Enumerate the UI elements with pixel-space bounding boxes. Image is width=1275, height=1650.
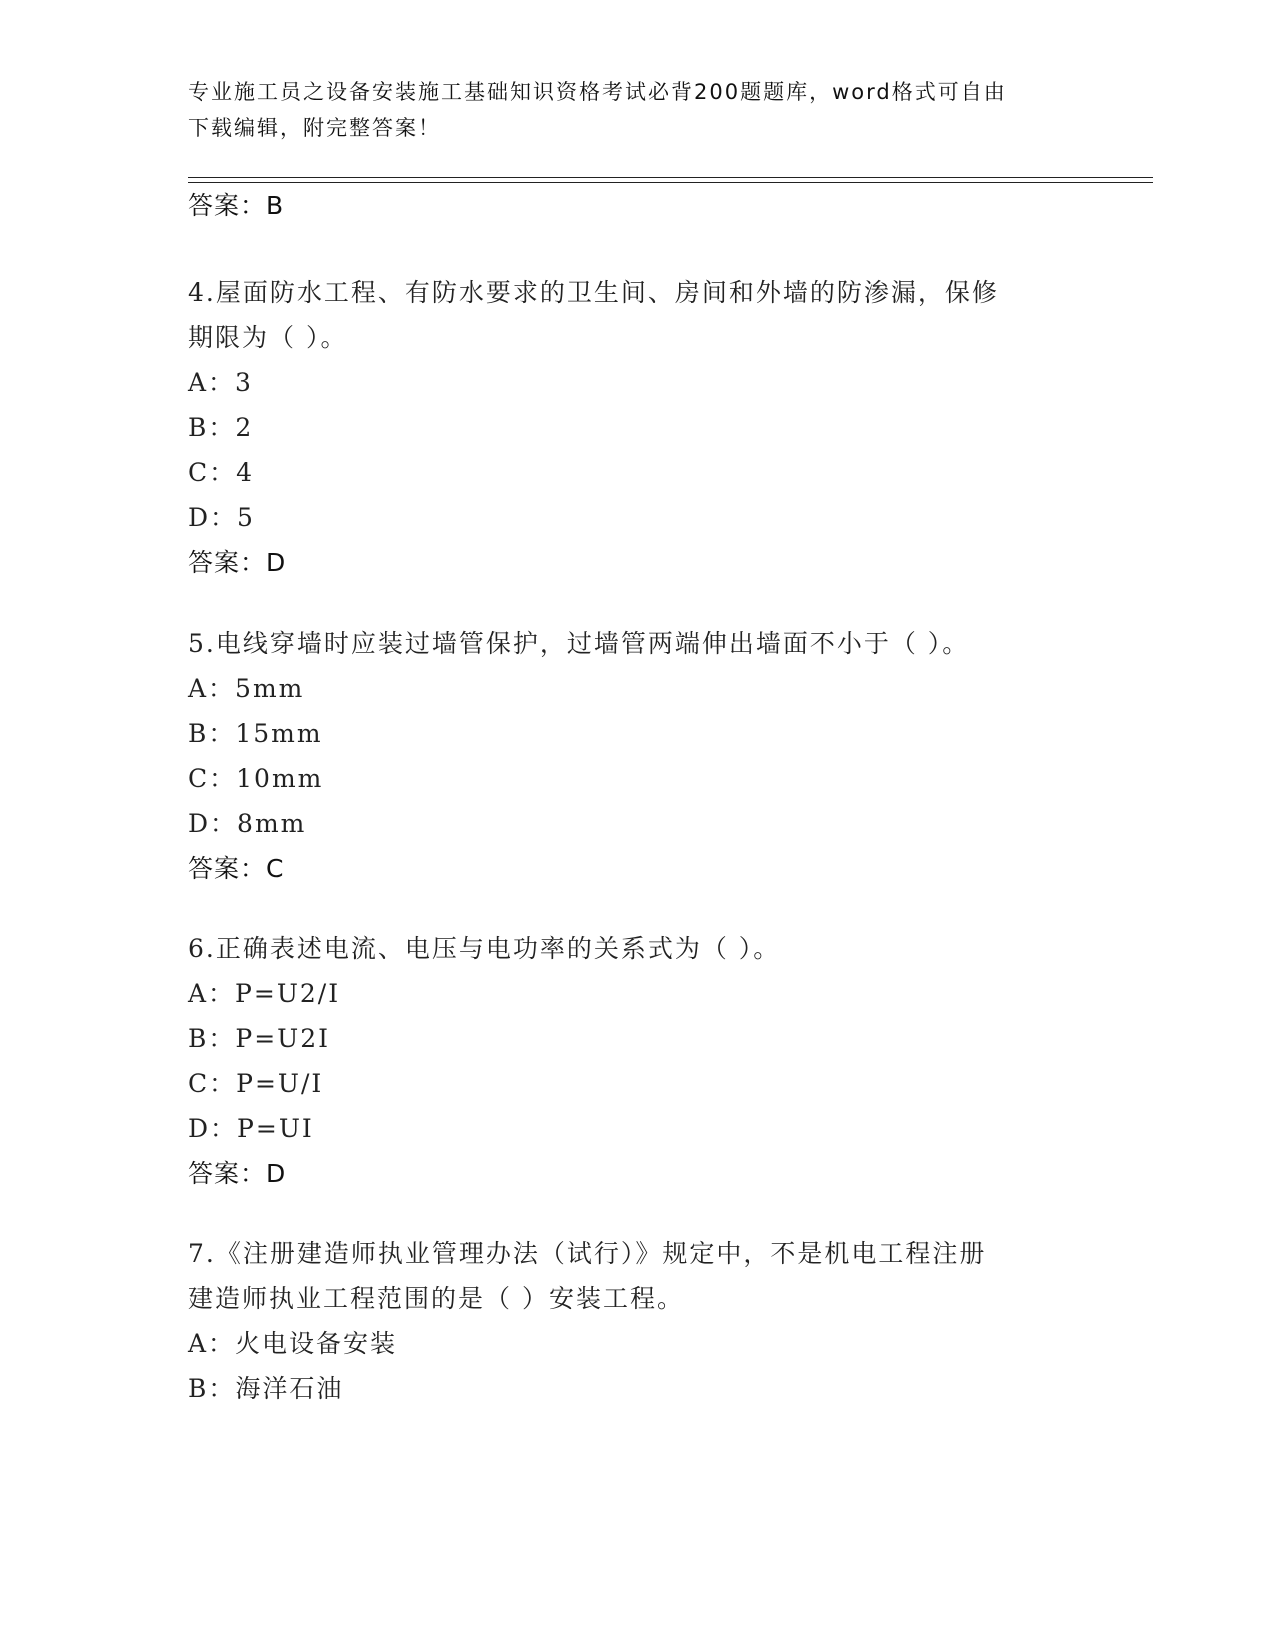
header-line-2: 下载编辑，附完整答案！ — [188, 116, 441, 140]
question-4 — [188, 270, 1088, 585]
answer-text: 答案：C — [188, 854, 285, 883]
option-c: C：4 — [188, 458, 255, 487]
option-d: D：5 — [188, 503, 255, 532]
option-c: C：P=U/I — [188, 1069, 324, 1098]
question-stem-line: 建造师执业工程范围的是（ ）安装工程。 — [188, 1284, 684, 1313]
option-b: B：2 — [188, 413, 254, 442]
option-b: B：15mm — [188, 719, 323, 748]
question-7 — [188, 1231, 1088, 1411]
option-a: A：3 — [188, 368, 253, 397]
option-b: B：海洋石油 — [188, 1374, 344, 1403]
question-5 — [188, 621, 1088, 891]
option-b: B：P=U2I — [188, 1024, 330, 1053]
question-stem-line: 7.《注册建造师执业管理办法（试行）》规定中，不是机电工程注册 — [188, 1239, 987, 1268]
question-stem-line: 期限为（ ）。 — [188, 323, 348, 352]
option-d: D：P=UI — [188, 1114, 314, 1143]
option-a: A：P=U2/I — [188, 979, 341, 1008]
document-header — [188, 74, 1088, 146]
question-stem-line: 4.屋面防水工程、有防水要求的卫生间、房间和外墙的防渗漏，保修 — [188, 278, 999, 307]
option-a: A：火电设备安装 — [188, 1329, 398, 1358]
answer-text: 答案：D — [188, 548, 287, 577]
question-6 — [188, 926, 1088, 1196]
header-divider-top — [188, 177, 1153, 178]
answer-text: 答案：B — [188, 191, 285, 220]
question-stem-line: 5.电线穿墙时应装过墙管保护，过墙管两端伸出墙面不小于（ ）。 — [188, 629, 970, 658]
answer-text: 答案：D — [188, 1159, 287, 1188]
option-d: D：8mm — [188, 809, 307, 838]
header-line-1: 专业施工员之设备安装施工基础知识资格考试必背200题题库，word格式可自由 — [188, 80, 1007, 104]
question-stem-line: 6.正确表述电流、电压与电功率的关系式为（ ）。 — [188, 934, 781, 963]
option-c: C：10mm — [188, 764, 324, 793]
option-a: A：5mm — [188, 674, 305, 703]
previous-answer-block — [188, 183, 1088, 228]
